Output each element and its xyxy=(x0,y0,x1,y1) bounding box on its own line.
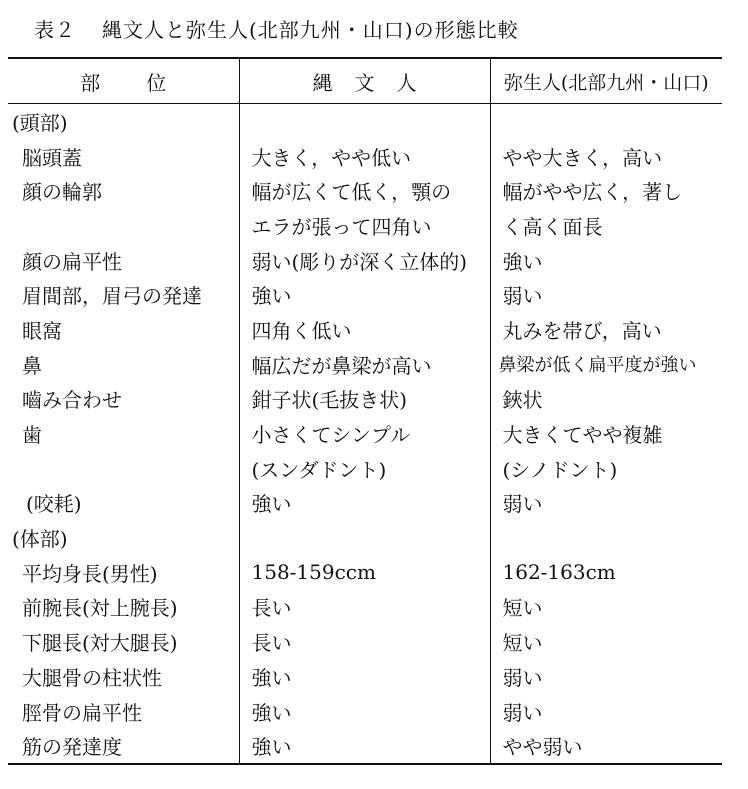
cell-part: (体部) xyxy=(12,527,68,552)
cell-jomon: 強い xyxy=(239,277,490,312)
cell-jomon: 強い xyxy=(239,486,490,521)
cell-jomon: エラが張って四角い xyxy=(239,208,490,243)
cell-jomon: 強い xyxy=(239,728,490,764)
cell-part: 眼窩 xyxy=(22,318,62,343)
cell-jomon: (スンダドント) xyxy=(239,451,490,486)
cell-part: 下腿長(対大腿長) xyxy=(22,631,178,656)
cell-part: 脳頭蓋 xyxy=(22,145,82,170)
cell-yayoi: 幅がやや広く，著し xyxy=(490,173,722,208)
table-row xyxy=(8,555,722,590)
cell-jomon: 158-159ccm xyxy=(239,555,490,590)
cell-jomon: 強い xyxy=(239,694,490,729)
cell-part: (頭部) xyxy=(12,110,68,135)
cell-yayoi: 弱い xyxy=(490,486,722,521)
table-row xyxy=(8,243,722,278)
cell-part: 鼻 xyxy=(22,353,42,378)
cell-jomon: 小さくてシンプル xyxy=(239,416,490,451)
cell-part: 眉間部，眉弓の発達 xyxy=(22,284,202,309)
table-row xyxy=(8,590,722,625)
cell-part: 前腕長(対上腕長) xyxy=(22,596,178,621)
cell-jomon: 大きく，やや低い xyxy=(239,139,490,174)
cell-yayoi: く高く面長 xyxy=(490,208,722,243)
cell-part xyxy=(8,451,239,486)
table-row xyxy=(8,520,722,555)
cell-yayoi: 鋏状 xyxy=(490,382,722,417)
cell-part: 大腿骨の柱状性 xyxy=(22,665,162,690)
cell-yayoi: やや大きく，高い xyxy=(490,139,722,174)
cell-yayoi: 弱い xyxy=(490,277,722,312)
table-row xyxy=(8,173,722,208)
cell-part: 顔の扁平性 xyxy=(22,249,122,274)
header-yayoi: 弥生人(北部九州・山口) xyxy=(490,58,722,104)
table-row xyxy=(8,659,722,694)
header-part: 部位 xyxy=(8,58,239,104)
table-row xyxy=(8,694,722,729)
table-row xyxy=(8,208,722,243)
header-row xyxy=(8,58,722,104)
cell-yayoi: 短い xyxy=(490,590,722,625)
cell-yayoi: 鼻梁が低く扁平度が強い xyxy=(490,347,722,382)
comparison-table xyxy=(8,57,722,765)
table-row xyxy=(8,416,722,451)
table-row xyxy=(8,451,722,486)
cell-jomon: 強い xyxy=(239,659,490,694)
table-row xyxy=(8,312,722,347)
cell-yayoi: 丸みを帯び，高い xyxy=(490,312,722,347)
cell-part: 顔の輪郭 xyxy=(22,180,102,205)
header-jomon: 縄文人 xyxy=(239,58,490,104)
cell-yayoi: 短い xyxy=(490,624,722,659)
cell-part: 嚙み合わせ xyxy=(22,388,122,413)
cell-part: 脛骨の扁平性 xyxy=(22,700,142,725)
cell-yayoi: 強い xyxy=(490,243,722,278)
cell-jomon: 四角く低い xyxy=(239,312,490,347)
cell-jomon: 鉗子状(毛抜き状) xyxy=(239,382,490,417)
cell-jomon xyxy=(239,520,490,555)
cell-jomon xyxy=(239,104,490,139)
cell-part: 筋の発達度 xyxy=(8,728,239,764)
table-row xyxy=(8,277,722,312)
table-row xyxy=(8,104,722,139)
cell-yayoi: 大きくてやや複雑 xyxy=(490,416,722,451)
cell-yayoi: 162-163cm xyxy=(490,555,722,590)
table-row xyxy=(8,486,722,521)
cell-jomon: 弱い(彫りが深く立体的) xyxy=(239,243,490,278)
cell-jomon: 幅広だが鼻梁が高い xyxy=(239,347,490,382)
cell-jomon: 長い xyxy=(239,590,490,625)
table-row xyxy=(8,382,722,417)
cell-jomon: 幅が広くて低く，顎の xyxy=(239,173,490,208)
cell-part: (咬耗) xyxy=(26,492,82,517)
table-row xyxy=(8,139,722,174)
table-number: 表２ xyxy=(34,18,76,42)
cell-jomon: 長い xyxy=(239,624,490,659)
cell-yayoi xyxy=(490,104,722,139)
cell-part: 歯 xyxy=(22,423,42,448)
table-row xyxy=(8,347,722,382)
table-row xyxy=(8,624,722,659)
cell-part xyxy=(8,208,239,243)
cell-yayoi: 弱い xyxy=(490,694,722,729)
cell-yayoi xyxy=(490,520,722,555)
cell-yayoi: やや弱い xyxy=(490,728,722,764)
table-row xyxy=(8,728,722,764)
cell-part: 平均身長(男性) xyxy=(22,561,158,586)
table-caption xyxy=(34,14,519,43)
table-title: 縄文人と弥生人(北部九州・山口)の形態比較 xyxy=(102,18,519,42)
cell-yayoi: (シノドント) xyxy=(490,451,722,486)
cell-yayoi: 弱い xyxy=(490,659,722,694)
